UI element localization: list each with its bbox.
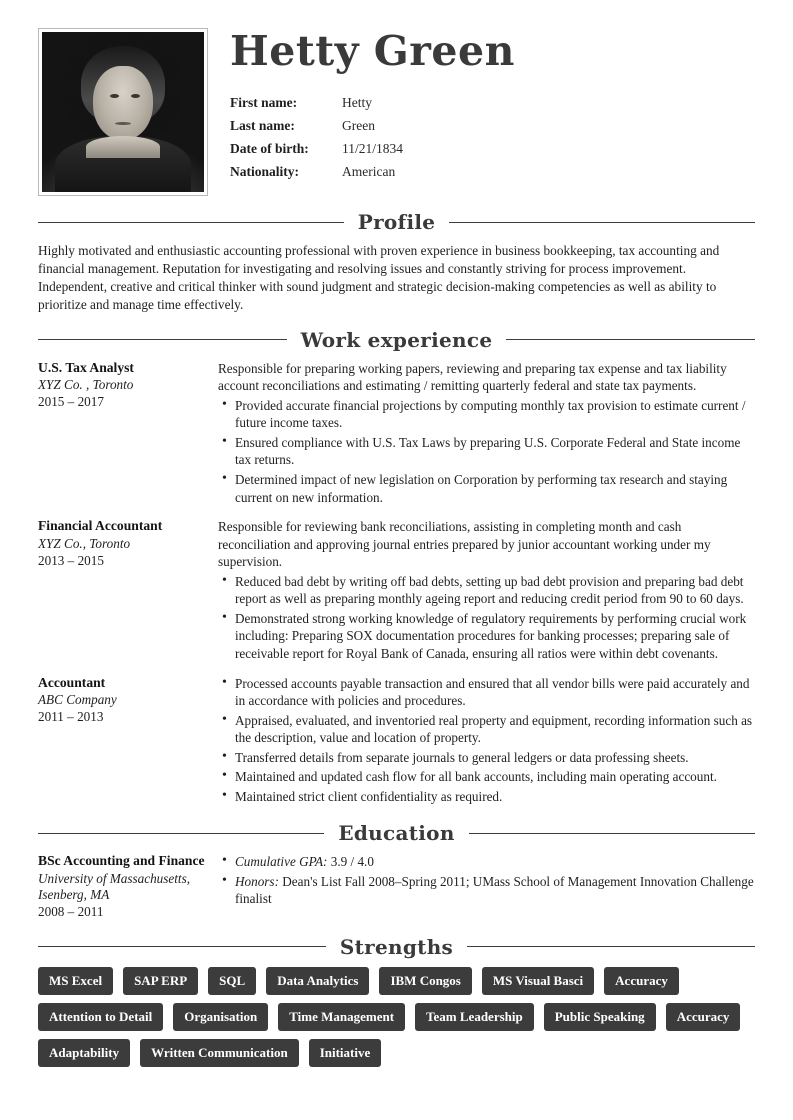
status-badge: MS Visual Basci: [482, 967, 594, 995]
date-range: 2011 – 2013: [38, 709, 104, 725]
date-range: 2008 – 2011: [38, 904, 104, 920]
divider: [38, 946, 326, 947]
status-badge: Written Communication: [140, 1039, 299, 1067]
entry-bullets: [218, 853, 755, 908]
divider: [38, 833, 324, 834]
entry-meta: [38, 853, 218, 920]
divider: [469, 833, 755, 834]
employer: ABC Company: [38, 692, 117, 708]
entry-summary: Responsible for reviewing bank reconciliations, assisting in completing month and cash reconciliation and approving journal entries prepared by junior accountant working under my supervision.: [218, 519, 711, 570]
list-item: • Provided accurate financial projections by computing monthly tax provision to estimate current / future income taxes.: [235, 397, 755, 432]
list-item: • Reduced bad debt by writing off bad debts, setting up bad debt provision and preparing bad debt report as well as preparing monthly ageing report and reducing credit period from 90 to 60 days.: [235, 573, 755, 608]
list-item: • Transferred details from separate journals to general ledgers or data professing sheets.: [235, 749, 755, 767]
profile-text: Highly motivated and enthusiastic accounting professional with proven experience in business bookkeeping, tax accounting and financial management. Reputation for investigating and resolving issues and constantly striving for process improvement. Independent, creative and critical thinker with sound judgment and strategic decision-making competencies as well as ability to prioritize and manage time effectively.: [38, 243, 720, 312]
fact-label-date-of-birth: Date of birth:: [230, 140, 309, 156]
bullet-label: Cumulative GPA:: [235, 854, 328, 870]
list-item: • Ensured compliance with U.S. Tax Laws by preparing U.S. Corporate Federal and State income tax returns.: [235, 434, 755, 469]
section-header-strengths: [38, 935, 755, 959]
institution: University of Massachusetts, Isenberg, MA: [38, 870, 191, 902]
status-badge: Accuracy: [604, 967, 679, 995]
entry-bullets: [218, 573, 755, 663]
bullet-label: Honors:: [235, 873, 279, 889]
status-badge: Team Leadership: [415, 1003, 534, 1031]
degree-title: BSc Accounting and Finance: [38, 853, 205, 869]
section-title-strengths: Strengths: [339, 934, 454, 959]
entry-body: [218, 675, 755, 808]
employer: XYZ Co. , Toronto: [38, 377, 134, 393]
status-badge: SAP ERP: [123, 967, 198, 995]
avatar: [38, 28, 208, 196]
entry-body: [218, 853, 755, 920]
list-item: • Processed accounts payable transaction and ensured that all vendor bills were paid accurately and in accordance with policies and procedures.: [235, 675, 755, 710]
section-title-work-experience: Work experience: [300, 327, 493, 352]
list-item: [235, 853, 755, 871]
divider: [38, 222, 344, 223]
list-item: • Demonstrated strong working knowledge of regulatory requirements by performing crucial work including: Preparing SOX documentation procedures for banking processes; preparing sale of receivable report for Royal Bank of Canada, ensuring all ratios were within debt covenants.: [235, 610, 755, 663]
divider: [506, 339, 755, 340]
status-badge: Adaptability: [38, 1039, 130, 1067]
photo-eye-right: [131, 94, 140, 98]
fact-value-first-name: Hetty: [342, 95, 372, 111]
section-header-profile: [38, 210, 755, 234]
entry-bullets: [218, 675, 755, 806]
status-badge: SQL: [208, 967, 256, 995]
status-badge: IBM Congos: [379, 967, 471, 995]
entry-meta: [38, 518, 218, 664]
section-title-education: Education: [338, 821, 455, 846]
portrait-photo: [42, 32, 204, 192]
photo-eye-left: [110, 94, 119, 98]
status-badge: Public Speaking: [544, 1003, 656, 1031]
employer: XYZ Co., Toronto: [38, 535, 131, 551]
table-row: [230, 118, 403, 141]
personal-details-table: [230, 95, 403, 187]
table-row: [230, 95, 403, 118]
fact-label-last-name: Last name:: [230, 117, 295, 133]
section-header-education: [38, 821, 755, 845]
status-badge: Attention to Detail: [38, 1003, 163, 1031]
photo-collar: [86, 136, 160, 158]
status-badge: Organisation: [173, 1003, 268, 1031]
section-header-work-experience: [38, 328, 755, 352]
status-badge: Accuracy: [666, 1003, 741, 1031]
list-item: [38, 518, 755, 664]
photo-face: [93, 66, 153, 140]
photo-mouth: [115, 122, 131, 125]
entry-body: [218, 518, 755, 664]
strengths-list: [38, 967, 755, 1067]
page-title: Hetty Green: [230, 27, 515, 75]
fact-value-date-of-birth: 11/21/1834: [342, 140, 404, 156]
list-item: [38, 675, 755, 808]
list-item: • Maintained strict client confidentiality as required.: [235, 788, 755, 806]
date-range: 2015 – 2017: [38, 394, 104, 410]
fact-label-nationality: Nationality:: [230, 163, 299, 179]
entry-summary: Responsible for preparing working papers, reviewing and preparing tax expense and tax liability account reconciliations and estimating / remitting quarterly federal and state tax payments.: [218, 360, 727, 394]
list-item: [38, 360, 755, 508]
table-row: [230, 164, 403, 187]
job-title: Financial Accountant: [38, 518, 163, 534]
resume-header: [38, 28, 755, 196]
divider: [38, 339, 287, 340]
status-badge: Data Analytics: [266, 967, 369, 995]
list-item: [235, 873, 755, 908]
section-title-profile: Profile: [357, 210, 436, 234]
divider: [449, 222, 755, 223]
status-badge: MS Excel: [38, 967, 113, 995]
entry-body: [218, 360, 755, 508]
list-item: [38, 853, 755, 920]
list-item: • Determined impact of new legislation on Corporation by performing tax research and staying current on new information.: [235, 471, 755, 506]
status-badge: Initiative: [309, 1039, 382, 1067]
entry-bullets: [218, 397, 755, 506]
entry-meta: [38, 360, 218, 508]
list-item: • Appraised, evaluated, and inventoried real property and equipment, recording information such as the description, value and location of property.: [235, 712, 755, 747]
bullet-text: 3.9 / 4.0: [327, 854, 374, 870]
list-item: • Maintained and updated cash flow for all bank accounts, including main operating account.: [235, 768, 755, 786]
entry-meta: [38, 675, 218, 808]
bullet-text: Dean's List Fall 2008–Spring 2011; UMass School of Management Innovation Challenge finalist: [235, 873, 754, 907]
status-badge: Time Management: [278, 1003, 405, 1031]
divider: [467, 946, 755, 947]
fact-label-first-name: First name:: [230, 95, 298, 111]
job-title: Accountant: [38, 674, 106, 690]
date-range: 2013 – 2015: [38, 552, 104, 568]
fact-value-nationality: American: [342, 163, 396, 179]
table-row: [230, 141, 403, 164]
fact-value-last-name: Green: [342, 117, 375, 133]
job-title: U.S. Tax Analyst: [38, 359, 134, 375]
header-details: [208, 28, 755, 187]
